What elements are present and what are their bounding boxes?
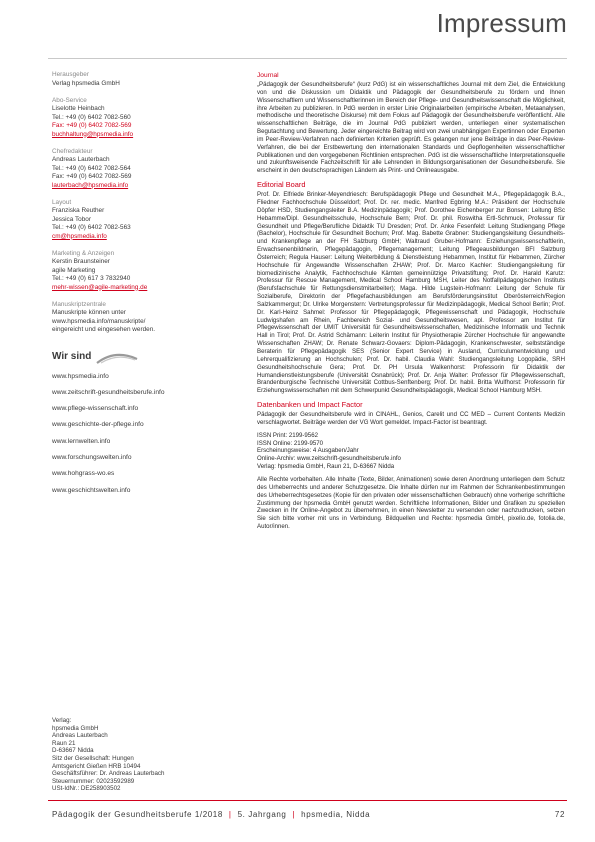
swoosh-icon (95, 351, 139, 365)
imprint-line: Verlag: (52, 717, 72, 724)
editor-tel: Tel.: +49 (0) 6402 7082-564 (52, 164, 131, 172)
journal-text: „Pädagogik der Gesundheitsberufe“ (kurz PdG) ist ein wissenschaftliches Journal mit dem Ziel, die Entwicklung von und die Diskussion um Didaktik und Pädagogik der Gesundheitsberufe zu fördern und Ihnen Wissenschaftlern und Wissenschaftlerinnen im Bereich der Pflege- und Gesundheitswissenschaft die Möglichkeit, ihre Arbeiten zu publizieren. In PdG werden in erster Linie Originalarbeiten (empirische Arbeiten, Metaanalysen, methodische und theoretische Diskurse) mit dem Fokus auf Pädagogik der Gesundheitsberufe veröffentlicht. Alle wissenschaftlichen Beiträge, die im Journal PdG publiziert werden, unterliegen einer systematischen Begutachtung und Bewertung. Jeder eingereichte Beitrag wird von zwei unabhängigen Expertinnen oder Experten im Peer-Review-Verfahren nach definierten Kriterien geprüft. Es gelangen nur jene Beiträge in das Peer-Review-Verfahren, die bei der Erstbewertung den internationalen Standards und Gepflogenheiten wissenschaftlicher Publikationen und den vorgegebenen Richtlinien entsprechen. PdG ist die wissenschaftliche Interpretationsquelle und zukunftsweisende Fachzeitschrift für alle Lehrenden in Bildungsorganisationen der Gesundheitsberufe. Sie erscheint in den deutschsprachigen Ländern als Print- und Onlineausgabe. (257, 81, 565, 175)
layout-name-2: Jessica Tobor (52, 215, 91, 223)
layout-block (52, 199, 252, 242)
imprint-line: Geschäftsführer: Dr. Andreas Lauterbach (52, 770, 165, 778)
editor-email-link[interactable]: lauterbach@hpsmedia.info (52, 181, 129, 189)
website-link[interactable]: www.forschungswelten.info (52, 453, 132, 461)
imprint-line: Amtsgericht Gießen HRB 10494 (52, 762, 141, 770)
website-link[interactable]: www.hohgrass-wo.es (52, 470, 115, 478)
marketing-name: Kerstin Braunsteiner (52, 258, 110, 265)
publisher-block (52, 71, 252, 88)
detail-line: Erscheinungsweise: 4 Ausgaben/Jahr (257, 447, 359, 455)
website-link[interactable]: www.geschichtswelten.info (52, 486, 131, 494)
databases-text: Pädagogik der Gesundheitsberufe wird in CINAHL, Genios, Carelit und CC MED – Current Contents Medizin verschlagwortet. Beiträge werden der VG Wort gemeldet. Impact-Factor ist beantragt. (257, 411, 565, 426)
imprint-line: Steuernummer: 02023592989 (52, 777, 135, 785)
marketing-company: agile Marketing (52, 266, 96, 274)
manuscript-block (52, 301, 252, 335)
manuscript-line-1: Manuskripte können unter (52, 309, 126, 316)
abo-service-block (52, 97, 252, 140)
manuscript-label: Manuskriptzentrale (52, 300, 106, 308)
rights-text: Alle Rechte vorbehalten. Alle Inhalte (Texte, Bilder, Animationen) sowie deren Anordnung unterliegen dem Schutz des Urheberrechts und anderer Schutzgesetze. Die Inhalte dürfen nur im Rahmen der Schrankenbestimmungen des Urheberrechtsgesetzes (Kopie für den privaten oder wissenschaftlichen Gebrauch) ohne vorherige schriftliche Zustimmung der hpsmedia GmbH genutzt werden. Schriftliche Informationen, Bilder und Grafiken zu speziellen Zwecken in Ihr Online-Angebot zu übernehmen, in einen Newsletter zu versenden oder nachzudrucken, setzen Sie sich bitte vorher mit uns in Verbindung. Bildquellen und Rechte: hpsmedia GmbH, pixelio.de, fotolia.de, Autor/innen. (257, 475, 565, 531)
marketing-email-link[interactable]: mehr-wissen@agile-marketing.de (52, 283, 148, 291)
imprint-line: hpsmedia GmbH (52, 724, 99, 732)
layout-label: Layout (52, 198, 72, 206)
footer-jahrgang: 5. Jahrgang (237, 810, 287, 819)
editor-label: Chefredakteur (52, 147, 93, 155)
publisher-name: Verlag hpsmedia GmbH (52, 79, 120, 87)
abo-tel: Tel.: +49 (0) 6402 7082-560 (52, 113, 131, 121)
website-link[interactable]: www.zeitschrift-gesundheitsberufe.info (52, 388, 165, 396)
abo-label: Abo-Service (52, 96, 87, 104)
detail-line: ISSN Online: 2199-9570 (257, 439, 324, 447)
manuscript-url-link[interactable]: www.hpsmedia.info/manuskripte/ (52, 317, 146, 325)
imprint-line: Raun 21 (52, 739, 76, 747)
abo-fax: Fax: +49 (0) 6402 7082-569 (52, 122, 132, 129)
imprint-line: Sitz der Gesellschaft: Hungen (52, 754, 134, 762)
publisher-label: Herausgeber (52, 71, 89, 78)
detail-line: Online-Archiv: www.zeitschrift-gesundheitsberufe.info (257, 455, 401, 463)
publisher-imprint (52, 717, 252, 793)
editor-block (52, 148, 252, 191)
footer-journal: Pädagogik der Gesundheitsberufe 1/2018 (52, 810, 223, 819)
marketing-block (52, 250, 252, 293)
footer-publisher: hpsmedia, Nidda (301, 810, 371, 819)
page-title: Impressum (436, 8, 567, 38)
editor-name: Andreas Lauterbach (52, 156, 110, 163)
website-link[interactable]: www.pflege-wissenschaft.info (52, 405, 139, 413)
info-column (257, 71, 565, 531)
marketing-label: Marketing & Anzeigen (52, 249, 115, 257)
website-link[interactable]: www.lernwelten.info (52, 437, 111, 445)
marketing-tel: Tel.: +49 (0) 617 3 7832940 (52, 275, 131, 282)
page-number: 72 (554, 810, 565, 819)
publication-details (257, 432, 565, 471)
editorial-board-text: Prof. Dr. Elfriede Brinker-Meyendriesch: Berufspädagogik Pflege und Gesundheit M.A., Pflegepädagogik B.A., Fliedner Fachhochschule Düsseldorf; Prof. Dr. rer. medic. Manfred Egbring M.A.: Präsident der Hochschule Döpfer HSD, Studiengangsleiter B.A. Medizinpädagogik; Prof. Dorothee Eichenberger zur Bonsen: Leitung BSc Hebamme/Dipl. Gesundheitsschule, Hochschule Bern; Prof. Dr. phil. Roswitha Ertl-Schmuck, Professur für Gesundheit und Pflege/Berufliche Didaktik TU Dresden; Prof. Dr. Anke Fesenfeld: Leitung Studiengang Pflege (Bachelor), Hochschule für Gesundheit Bochum; Prof. Mag. Babette Grabner: Studiengangsleitung Gesundheits- und Krankenpflege an der FH Salzburg GmbH; Waltraud Gruber-Hofmann: Erziehungswissenschaftlerin, Erwachsenenbildnerin, Pflegepädagogin, Pflegemanagement; Leitung Pflegeausbildungen BFI Salzburg Österreich; Regula Hauser: Leitung Weiterbildung & Dienstleistung Hebammen, Institut für Hebammen, Zürcher Hochschule für Angewandte Wissenschaften ZHAW; Prof. Dr. Marco Kachler: Studiengangsleitung für biomedizinische Analytik, Fachhochschule Kärnten gemeinnützige Privatstiftung; Prof. Dr. Harald Karutz: Professur für Rescue Management, Medical School Hamburg MSH, Leiter des Notfallpädagogischen Instituts (Berufsfachschule für Rettungsdienstmitarbeiter); Maga. Hilde Lugstein-Hofmann: Leitung der Schule für Sozialberufe, Direktorin der Pflegefachausbildungen am Berufsförderungsinstitut Oberösterreich/Region Salzkammergut; Dr. Ulrike Morgenstern: Vertretungsprofessur für Medizinpädagogik, Medical School Berlin; Prof. Dr. Karl-Heinz Sahmel: Professor für Pflegepädagogik, Pflegewissenschaft und Pädagogik, Hochschule Ludwigshafen am Rhein, Fachbereich Sozial- und Gesundheitswesen, apl. Professor am Institut für Pflegewissenschaft der UMIT Universität für Gesundheitswissenschaften, Medizinische Informatik und Technik Hall in Tirol; Prof. Dr. Astrid Schämann: Leiterin Institut für Physiotherapie Zürcher Hochschule für angewandte Wissenschaften ZHAW; Dr. Renate Schwarz-Govaers: Diplom-Pädagogin, Krankenschwester, selbstständige Beraterin für Pflegepädagogik SES (Senior Expert Service) in Ausland, Curriculumentwicklung und Lehrerqualifizierung an Hochschulen; Prof. Dr. habil. Claudia Wahl: Studiengangsleitung Logopädie, SRH Gesundheitshochschule Gera; Prof. Dr. PH Ursula Walkenhorst: Professorin für Didaktik der Humandienstleistungsberufe (Universität Osnabrück); Prof. Dr. Anja Walter: Professor für Pflegewissenschaft, Brandenburgische Technische Universität Cottbus-Senftenberg; Prof. Dr. habil. Britta Wulfhorst: Professorin für Erziehungswissenschaften mit dem Schwerpunkt Gesundheitspädagogik, Medical School Hamburg MSH. (257, 191, 565, 395)
website-list (52, 373, 252, 495)
imprint-line: Andreas Lauterbach (52, 732, 108, 740)
databases-heading: Datenbanken und Impact Factor (257, 400, 363, 410)
abo-email-link[interactable]: buchhaltung@hpsmedia.info (52, 130, 134, 138)
wir-sind-label: Wir sind (52, 351, 92, 363)
layout-name-1: Franziska Reuther (52, 207, 105, 214)
abo-name: Liselotte Heinbach (52, 105, 105, 112)
footer-separator: | (228, 810, 232, 819)
layout-email-link[interactable]: cm@hpsmedia.info (52, 232, 107, 240)
contact-column (52, 71, 252, 503)
layout-tel: Tel.: +49 (0) 6402 7082-563 (52, 224, 131, 231)
detail-line: ISSN Print: 2199-9562 (257, 431, 318, 439)
footer-info (52, 810, 370, 819)
footer-divider (48, 800, 567, 801)
editor-fax: Fax: +49 (0) 6402 7082-569 (52, 173, 132, 180)
title-divider (48, 58, 567, 59)
imprint-line: USt-IdNr.: DE258903502 (52, 785, 121, 793)
page-footer (52, 810, 565, 819)
detail-line: Verlag: hpsmedia GmbH, Raun 21, D-63667 Nidda (257, 463, 395, 471)
website-link[interactable]: www.hpsmedia.info (52, 372, 109, 380)
journal-heading: Journal (257, 72, 279, 79)
imprint-line: D-63667 Nidda (52, 747, 94, 755)
wir-sind-heading (52, 351, 252, 365)
manuscript-line-2: eingereicht und eingesehen werden. (52, 326, 156, 333)
footer-separator: | (292, 810, 296, 819)
website-link[interactable]: www.geschichte-der-pflege.info (52, 421, 144, 429)
editorial-board-heading: Editorial Board (257, 180, 306, 190)
